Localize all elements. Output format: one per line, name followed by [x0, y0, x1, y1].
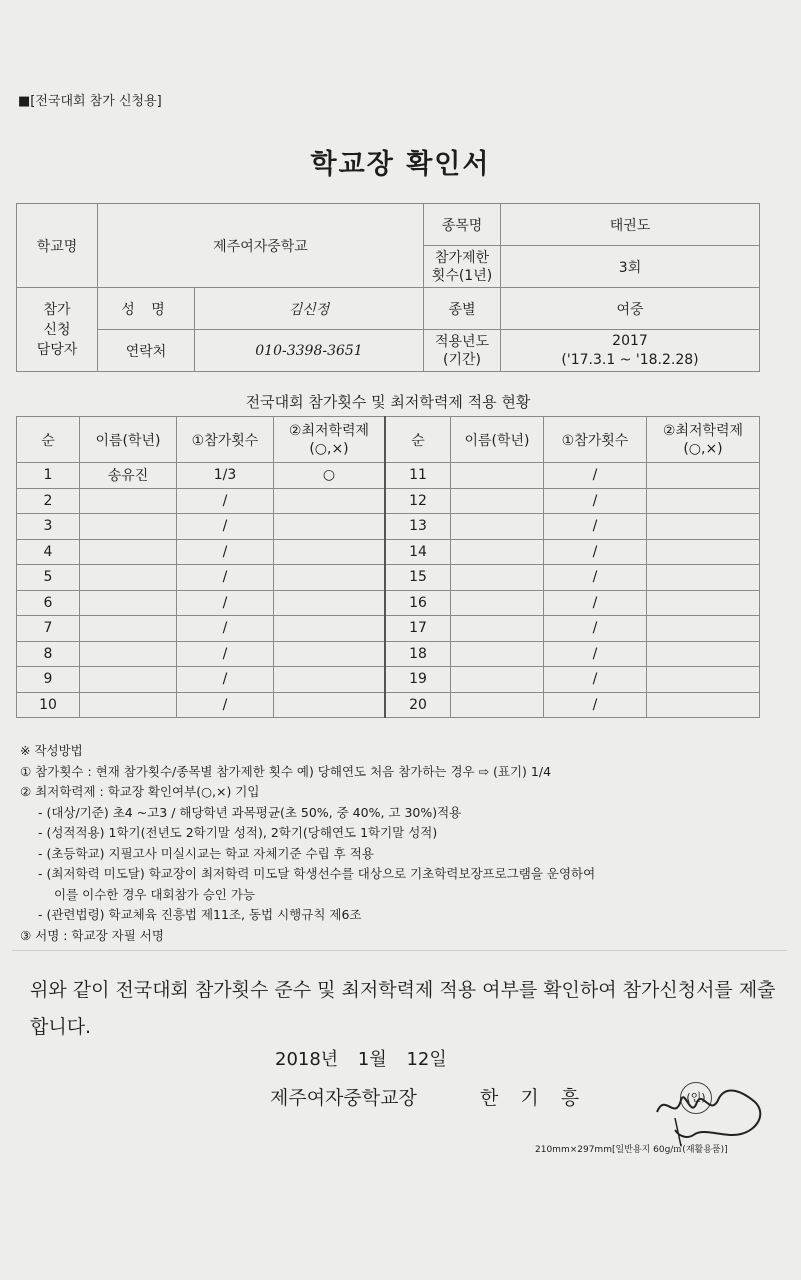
row-name	[451, 539, 544, 565]
row-count: /	[177, 565, 274, 591]
row-min	[274, 641, 386, 667]
year-cell	[501, 330, 760, 372]
row-name	[80, 590, 177, 616]
row-no: 10	[17, 692, 80, 718]
row-no: 18	[385, 641, 451, 667]
row-count: /	[177, 488, 274, 514]
confirm-date: 2018년 1월 12일	[275, 1049, 447, 1070]
row-no: 4	[17, 539, 80, 565]
row-count: /	[177, 667, 274, 693]
row-min	[647, 488, 760, 514]
status-rows	[17, 463, 760, 718]
row-no: 2	[17, 488, 80, 514]
row-min	[647, 539, 760, 565]
row-min	[647, 641, 760, 667]
header-min-right: ②최저학력제 (○,×)	[647, 417, 760, 463]
row-count: /	[544, 616, 647, 642]
info-table	[16, 203, 760, 372]
note-2c: - (초등학교) 지필고사 미실시교는 학교 자체기준 수립 후 적용	[38, 845, 374, 861]
row-no: 19	[385, 667, 451, 693]
note-2a: - (대상/기준) 초4 ~고3 / 해당학년 과목평균(초 50%, 중 40%, 고 30%)적용	[38, 804, 462, 820]
paper-spec: 210mm×297mm[일반용지 60g/㎡(재활용품)]	[535, 1145, 728, 1155]
status-table	[16, 416, 760, 718]
row-count: /	[177, 590, 274, 616]
confirm-text: 위와 같이 전국대회 참가횟수 준수 및 최저학력제 적용 여부를 확인하여 참가신청서를 제출합니다.	[30, 979, 776, 1038]
row-min	[647, 463, 760, 489]
period-value: ('17.3.1 ~ '18.2.28)	[561, 351, 699, 368]
row-min	[274, 539, 386, 565]
row-min	[274, 590, 386, 616]
row-no: 1	[17, 463, 80, 489]
row-name	[80, 565, 177, 591]
row-min	[647, 616, 760, 642]
row-no: 17	[385, 616, 451, 642]
row-count: /	[544, 641, 647, 667]
seal-stamp: (인)	[680, 1082, 712, 1114]
row-no: 12	[385, 488, 451, 514]
header-name-right: 이름(학년)	[451, 417, 544, 463]
table-row	[17, 488, 760, 514]
row-name	[451, 514, 544, 540]
row-name	[451, 590, 544, 616]
row-count: /	[177, 641, 274, 667]
row-min: ○	[274, 463, 386, 489]
row-no: 16	[385, 590, 451, 616]
note-2e: - (관련법령) 학교체육 진흥법 제11조, 동법 시행규칙 제6조	[38, 907, 362, 922]
event-label: 종목명	[424, 204, 501, 246]
row-min	[647, 692, 760, 718]
header-no: 순	[17, 417, 80, 463]
row-count: /	[544, 514, 647, 540]
note-2d-cont: 이를 이수한 경우 대회참가 승인 가능	[54, 886, 255, 902]
table-row	[17, 667, 760, 693]
applicant-label: 참가 신청 담당자	[17, 288, 98, 372]
row-name	[80, 667, 177, 693]
row-min	[647, 514, 760, 540]
row-no: 8	[17, 641, 80, 667]
row-min	[647, 667, 760, 693]
row-count: /	[177, 514, 274, 540]
row-min	[647, 565, 760, 591]
form-tag: ■[전국대회 참가 신청용]	[18, 94, 162, 109]
row-name: 송유진	[80, 463, 177, 489]
note-2d: - (최저학력 미도달) 학교장이 최저학력 미도달 학생선수를 대상으로 기초학력보장프로그램을 운영하여	[38, 866, 596, 881]
row-no: 13	[385, 514, 451, 540]
limit-label: 참가제한 횟수(1년)	[424, 246, 501, 288]
name-value: 김신정	[195, 288, 424, 330]
row-min	[274, 488, 386, 514]
row-no: 7	[17, 616, 80, 642]
row-count: /	[544, 565, 647, 591]
row-count: /	[544, 539, 647, 565]
table-row	[17, 641, 760, 667]
row-no: 11	[385, 463, 451, 489]
header-name: 이름(학년)	[80, 417, 177, 463]
page-title: 학교장 확인서	[310, 149, 491, 180]
row-min	[274, 565, 386, 591]
note-2: ② 최저학력제 : 학교장 확인여부(○,×) 기입	[20, 784, 260, 799]
row-no: 5	[17, 565, 80, 591]
row-name	[451, 488, 544, 514]
notes-heading: ※ 작성방법	[20, 743, 83, 758]
note-1: ① 참가횟수 : 현재 참가횟수/종목별 참가제한 횟수 예) 당해연도 처음 참가하는 경우 ⇨ (표기) 1/4	[20, 763, 552, 779]
row-name	[80, 539, 177, 565]
row-min	[647, 590, 760, 616]
row-count: /	[544, 488, 647, 514]
row-count: /	[177, 692, 274, 718]
row-no: 14	[385, 539, 451, 565]
row-name	[451, 616, 544, 642]
row-name	[80, 616, 177, 642]
row-name	[451, 667, 544, 693]
row-name	[451, 463, 544, 489]
table-row	[17, 692, 760, 718]
status-title: 전국대회 참가횟수 및 최저학력제 적용 현황	[245, 393, 531, 411]
table-row	[17, 539, 760, 565]
row-name	[80, 641, 177, 667]
signature-icon	[645, 1072, 775, 1147]
note-2b: - (성적적용) 1학기(전년도 2학기말 성적), 2학기(당해연도 1학기말 성적)	[38, 825, 438, 840]
row-no: 6	[17, 590, 80, 616]
table-row	[17, 565, 760, 591]
contact-label: 연락처	[98, 330, 195, 372]
row-no: 3	[17, 514, 80, 540]
row-min	[274, 667, 386, 693]
row-no: 15	[385, 565, 451, 591]
category-label: 종별	[424, 288, 501, 330]
row-count: /	[177, 539, 274, 565]
header-min: ②최저학력제 (○,×)	[274, 417, 386, 463]
table-row	[17, 463, 760, 489]
school-label: 학교명	[17, 204, 98, 288]
note-3: ③ 서명 : 학교장 자필 서명	[20, 927, 164, 943]
header-count: ①참가횟수	[177, 417, 274, 463]
notes	[20, 741, 780, 946]
table-row	[17, 514, 760, 540]
row-name	[451, 641, 544, 667]
table-row	[17, 616, 760, 642]
row-name	[80, 514, 177, 540]
header-no-right: 순	[385, 417, 451, 463]
row-count: /	[177, 616, 274, 642]
table-row	[17, 590, 760, 616]
school-value: 제주여자중학교	[98, 204, 424, 288]
row-min	[274, 514, 386, 540]
year-value: 2017	[612, 332, 648, 349]
event-value: 태권도	[501, 204, 760, 246]
name-label: 성 명	[98, 288, 195, 330]
row-count: /	[544, 590, 647, 616]
row-count: /	[544, 692, 647, 718]
row-min	[274, 692, 386, 718]
divider	[12, 950, 787, 951]
row-count: /	[544, 667, 647, 693]
row-min	[274, 616, 386, 642]
row-count: /	[544, 463, 647, 489]
header-count-right: ①참가횟수	[544, 417, 647, 463]
principal-name: 한 기 흥	[480, 1087, 588, 1109]
row-no: 20	[385, 692, 451, 718]
row-name	[451, 565, 544, 591]
category-value: 여중	[501, 288, 760, 330]
row-name	[80, 692, 177, 718]
year-label: 적용년도 (기간)	[424, 330, 501, 372]
row-count: 1/3	[177, 463, 274, 489]
row-name	[451, 692, 544, 718]
principal-school: 제주여자중학교장	[270, 1087, 417, 1109]
contact-value: 010-3398-3651	[195, 330, 424, 372]
limit-value: 3회	[501, 246, 760, 288]
row-no: 9	[17, 667, 80, 693]
row-name	[80, 488, 177, 514]
